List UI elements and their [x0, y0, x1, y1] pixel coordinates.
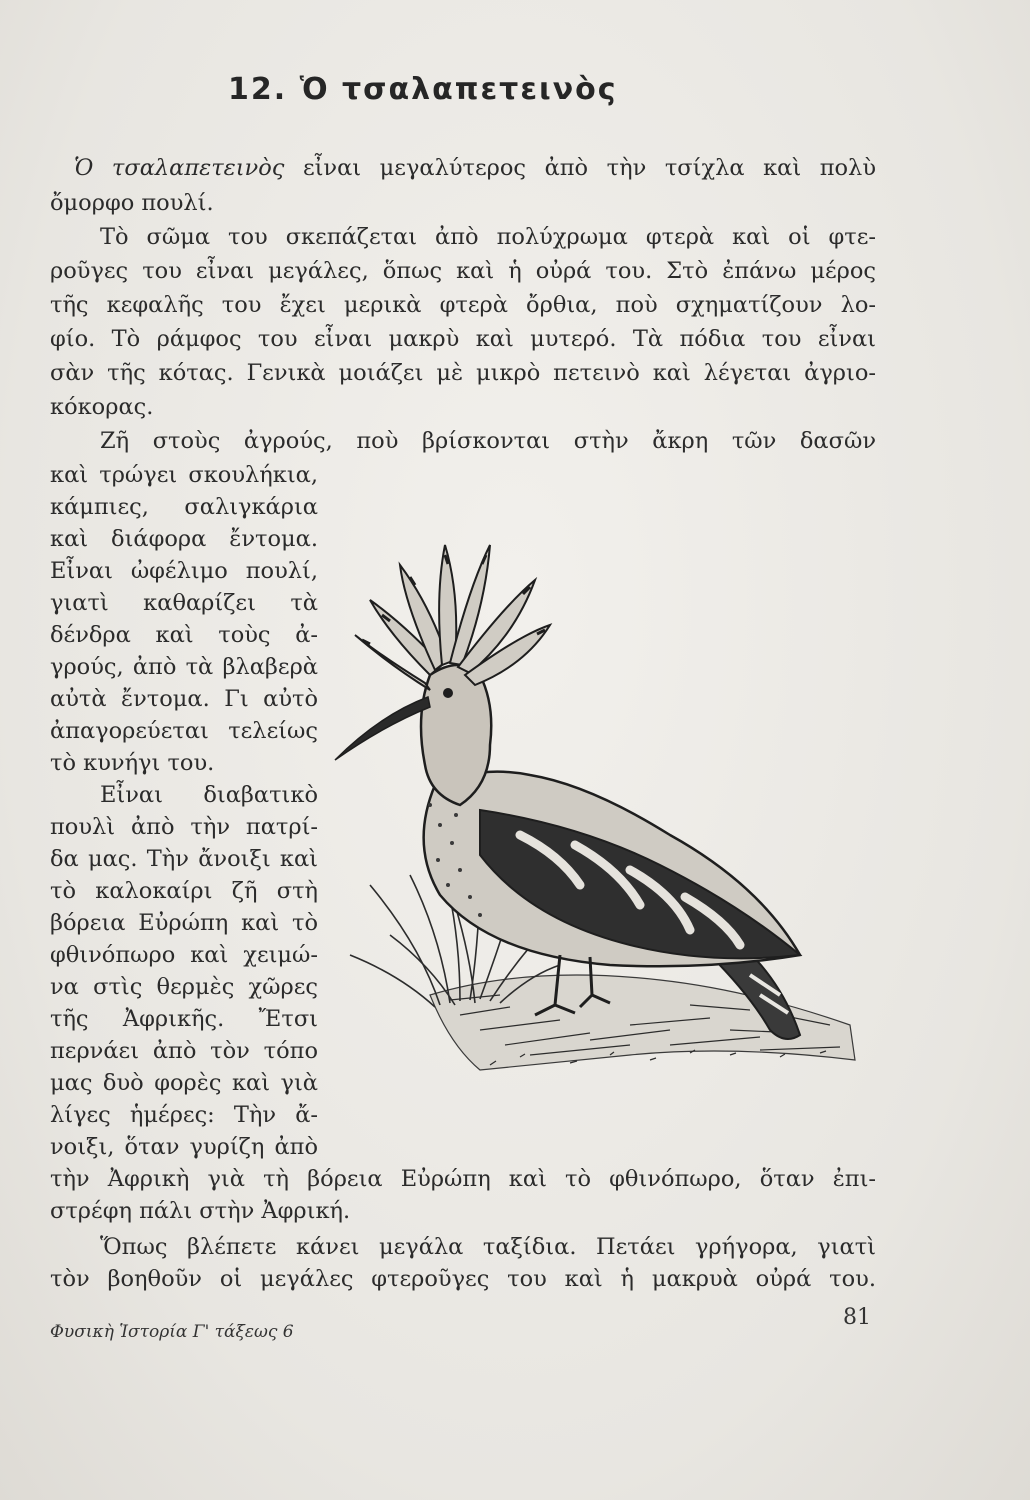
paragraph-3-line-3: κάμπιες, σαλιγκάρια — [50, 494, 318, 520]
paragraph-3-line-6: γιατὶ καθαρίζει τὰ — [50, 590, 318, 616]
paragraph-3-line-8: γρούς, ἀπὸ τὰ βλαβερὰ — [50, 654, 318, 680]
paragraph-4-line-11: λίγες ἡμέρες: Τὴν ἄ- — [50, 1102, 318, 1128]
paragraph-4-line-7: να στὶς θερμὲς χῶρες — [50, 974, 318, 1000]
paragraph-4-line-12: νοιξι, ὅταν γυρίζη ἀπὸ — [50, 1134, 318, 1160]
paragraph-3-line-5: Εἶναι ὠφέλιμο πουλί, — [50, 558, 318, 584]
hoopoe-illustration — [330, 525, 860, 1080]
paragraph-4-line-4: τὸ καλοκαίρι ζῆ στὴ — [50, 878, 318, 904]
paragraph-4-line-10: μας δυὸ φορὲς καὶ γιὰ — [50, 1070, 318, 1096]
footer-book-title: Φυσικὴ Ἱστορία Γ' τάξεως 6 — [50, 1322, 294, 1342]
paragraph-5-line-1: Ὅπως βλέπετε κάνει μεγάλα ταξίδια. Πετάει γρήγορα, γιατὶ — [100, 1234, 876, 1260]
paragraph-4-line-5: βόρεια Εὐρώπη καὶ τὸ — [50, 910, 318, 936]
paragraph-3-line-10: ἀπαγορεύεται τελείως — [50, 718, 318, 744]
paragraph-3-line-11: τὸ κυνήγι του. — [50, 750, 215, 776]
paragraph-2-line-2: ροῦγες του εἶναι μεγάλες, ὅπως καὶ ἡ οὐρά του. Στὸ ἐπάνω μέρος — [50, 258, 876, 284]
paragraph-3-line-4: καὶ διάφορα ἔντομα. — [50, 526, 318, 552]
paragraph-1-line-2: ὄμορφο πουλί. — [50, 190, 214, 216]
paragraph-4-line-2: πουλὶ ἀπὸ τὴν πατρί- — [50, 814, 318, 840]
paragraph-2-line-3: τῆς κεφαλῆς του ἔχει μερικὰ φτερὰ ὄρθια, ποὺ σχηματίζουν λο- — [50, 292, 876, 318]
paragraph-4-line-1: Εἶναι διαβατικὸ — [100, 782, 318, 808]
page-number: 81 — [843, 1305, 871, 1330]
paragraph-3-line-1: Ζῆ στοὺς ἀγρούς, ποὺ βρίσκονται στὴν ἄκρη τῶν δασῶν — [100, 428, 876, 454]
paragraph-2-line-1: Τὸ σῶμα του σκεπάζεται ἀπὸ πολύχρωμα φτερὰ καὶ οἱ φτε- — [100, 224, 876, 250]
paragraph-1-line-1 — [74, 153, 876, 183]
paragraph-2-line-6: κόκορας. — [50, 394, 154, 420]
bird-eye — [443, 688, 453, 698]
bird-beak — [335, 697, 430, 760]
paragraph-4-line-14: στρέφη πάλι στὴν Ἀφρική. — [50, 1198, 351, 1224]
paragraph-3-line-7: δένδρα καὶ τοὺς ἀ- — [50, 622, 318, 648]
paragraph-4-line-6: φθινόπωρο καὶ χειμώ- — [50, 942, 318, 968]
paragraph-3-line-2: καὶ τρώγει σκουλήκια, — [50, 462, 318, 488]
paragraph-4-line-9: περνάει ἀπὸ τὸν τόπο — [50, 1038, 318, 1064]
paragraph-2-line-5: σὰν τῆς κότας. Γενικὰ μοιάζει μὲ μικρὸ πετεινὸ καὶ λέγεται ἀγριο- — [50, 360, 876, 386]
paragraph-5-line-2: τὸν βοηθοῦν οἱ μεγάλες φτεροῦγες του καὶ ἡ μακρυὰ οὐρά του. — [50, 1266, 876, 1292]
chapter-title: 12. Ὁ τσαλαπετεινὸς — [228, 72, 618, 107]
italic-term: Ὁ τσαλαπετεινὸς — [74, 155, 285, 181]
paragraph-4-line-3: δα μας. Τὴν ἄνοιξι καὶ — [50, 846, 318, 872]
paragraph-3-line-9: αὐτὰ ἔντομα. Γι αὐτὸ — [50, 686, 318, 712]
paragraph-2-line-4: φίο. Τὸ ράμφος του εἶναι μακρὺ καὶ μυτερό. Τὰ πόδια του εἶναι — [50, 326, 876, 352]
bird-head — [421, 665, 491, 805]
paragraph-4-line-8: τῆς Ἀφρικῆς. Ἔτσι — [50, 1006, 318, 1032]
paragraph-1-line-1-text: εἶναι μεγαλύτερος ἀπὸ τὴν τσίχλα καὶ πολὺ — [284, 155, 876, 181]
paragraph-4-line-13: τὴν Ἀφρικὴ γιὰ τὴ βόρεια Εὐρώπη καὶ τὸ φθινόπωρο, ὅταν ἐπι- — [50, 1166, 876, 1192]
